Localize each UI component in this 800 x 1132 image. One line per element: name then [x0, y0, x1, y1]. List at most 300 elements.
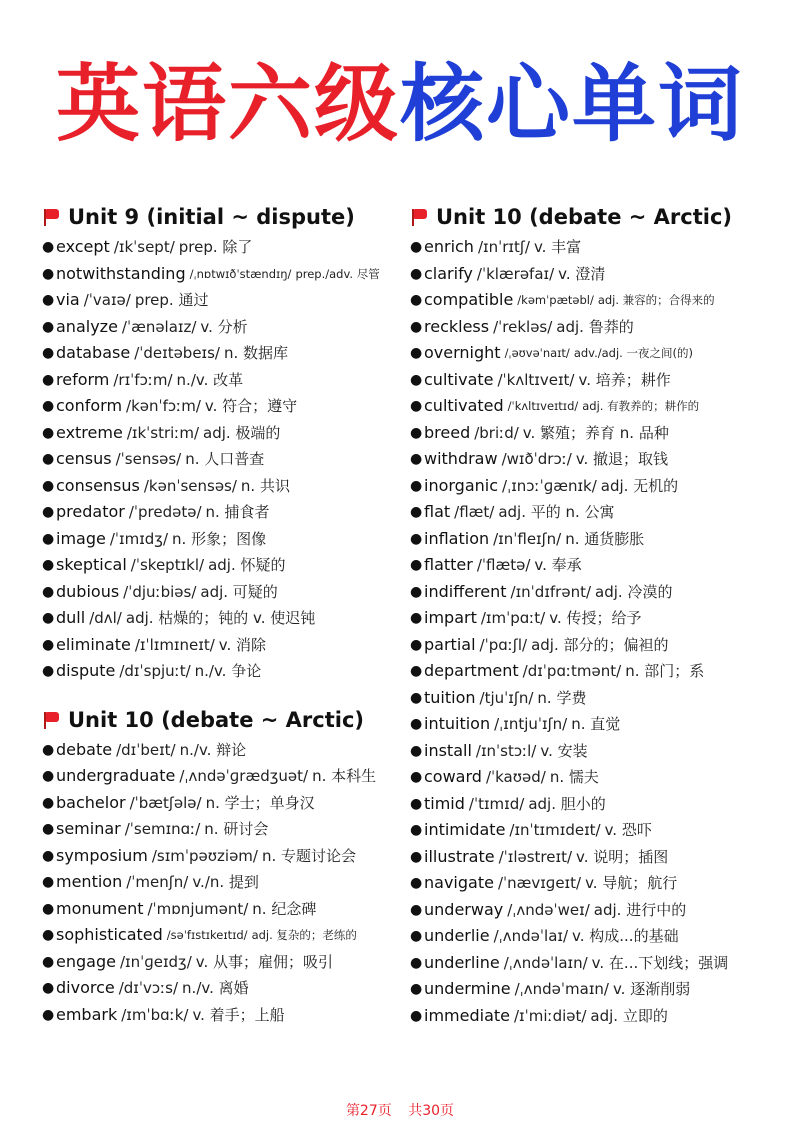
- vocab-item: [410, 234, 790, 261]
- vocab-item: [410, 976, 790, 1003]
- red-flag-icon: [410, 208, 428, 226]
- vocab-item: [410, 552, 790, 579]
- bullet-icon: ●: [42, 794, 55, 811]
- vocab-meaning: v. 撤退；取钱: [575, 450, 669, 468]
- vocab-meaning: v. 导航；航行: [585, 874, 678, 892]
- vocab-meaning: adj. 平的 n. 公寓: [498, 503, 615, 521]
- vocab-item: [410, 791, 790, 818]
- bullet-icon: ●: [410, 636, 423, 653]
- vocab-item: [410, 473, 790, 500]
- vocab-item: [42, 314, 402, 341]
- bullet-icon: ●: [410, 742, 423, 759]
- bullet-icon: ●: [410, 610, 423, 626]
- bullet-icon: ●: [410, 875, 423, 891]
- vocab-item: [410, 844, 790, 871]
- vocab-item: [410, 446, 790, 473]
- vocab-word: seminar: [56, 819, 121, 838]
- bullet-icon: ●: [410, 557, 423, 573]
- vocab-meaning: adj. 鲁莽的: [556, 317, 634, 336]
- vocab-phonetic: /ˈbætʃələ/: [129, 793, 202, 812]
- vocab-item: [42, 949, 402, 976]
- bullet-icon: ●: [410, 795, 423, 812]
- vocab-phonetic: /ɪnˈdɪfrənt/: [510, 582, 592, 601]
- vocab-meaning: prep./adv. 尽管: [295, 266, 380, 281]
- vocab-item: [410, 897, 790, 924]
- vocab-meaning: v. 分析: [200, 317, 248, 336]
- vocab-meaning: n. 学费: [537, 688, 587, 707]
- bullet-icon: ●: [42, 371, 55, 388]
- vocab-item: [410, 287, 790, 314]
- vocab-phonetic: /ɪkˈstriːm/: [126, 423, 199, 442]
- vocab-meaning: v. 符合；遵守: [204, 397, 298, 415]
- vocab-meaning: adj. 部分的；偏袒的: [531, 635, 669, 654]
- vocab-item: [42, 896, 402, 923]
- vocab-meaning: n./v. 争论: [194, 662, 262, 680]
- vocab-meaning: prep. 除了: [178, 238, 253, 256]
- vocab-item: [42, 843, 402, 870]
- bullet-icon: ●: [410, 954, 423, 971]
- vocab-meaning: adj. 可疑的: [200, 582, 278, 601]
- vocab-word: navigate: [424, 873, 494, 892]
- page-title: [0, 44, 800, 164]
- vocab-word: symposium: [56, 845, 148, 865]
- vocab-phonetic: /ˈskeptɪkl/: [130, 556, 205, 574]
- vocab-list: [42, 737, 402, 1029]
- vocab-meaning: adj. 复杂的；老练的: [251, 928, 357, 942]
- unit-heading: [410, 200, 790, 234]
- vocab-word: analyze: [56, 316, 118, 336]
- vocab-phonetic: /ˈɪmɪdʒ/: [109, 529, 169, 548]
- bullet-icon: ●: [410, 583, 423, 600]
- bullet-icon: ●: [42, 239, 55, 255]
- vocab-meaning: v. 恐吓: [604, 821, 652, 839]
- vocab-item: [410, 950, 790, 977]
- bullet-icon: ●: [410, 716, 423, 732]
- vocab-item: [410, 738, 790, 765]
- vocab-item: [410, 817, 790, 844]
- vocab-item: [410, 579, 790, 606]
- right-column: [410, 200, 790, 1029]
- vocab-item: [410, 340, 790, 367]
- vocab-word: skeptical: [56, 555, 127, 574]
- vocab-item: [42, 234, 402, 261]
- vocab-word: underway: [424, 899, 504, 919]
- vocab-phonetic: /ɪnˈfleɪʃn/: [493, 529, 562, 548]
- page-footer: [0, 1100, 800, 1120]
- bullet-icon: ●: [410, 292, 423, 308]
- vocab-meaning: v. 繁殖；养育 n. 品种: [522, 423, 669, 442]
- vocab-item: [42, 605, 402, 632]
- vocab-meaning: adj. 立即的: [590, 1006, 668, 1025]
- bullet-icon: ●: [410, 928, 423, 944]
- bullet-icon: ●: [42, 821, 55, 837]
- bullet-icon: ●: [42, 636, 55, 653]
- bullet-icon: ●: [410, 530, 423, 547]
- vocab-phonetic: /ˌɪnɔːˈɡænɪk/: [502, 476, 597, 495]
- vocab-word: conform: [56, 396, 123, 415]
- vocab-item: [42, 816, 402, 843]
- vocab-phonetic: /ɪnˈtɪmɪdeɪt/: [509, 821, 601, 839]
- unit-heading-text: Unit 9 (initial ~ dispute): [68, 205, 355, 229]
- bullet-icon: ●: [42, 583, 55, 600]
- bullet-icon: ●: [410, 848, 423, 865]
- vocab-item: [42, 473, 402, 500]
- vocab-item: [42, 420, 402, 447]
- vocab-item: [42, 975, 402, 1002]
- bullet-icon: ●: [42, 953, 55, 970]
- vocab-phonetic: /ɪkˈsept/: [113, 238, 175, 256]
- vocab-word: divorce: [56, 978, 115, 997]
- vocab-item: [410, 314, 790, 341]
- bullet-icon: ●: [410, 424, 423, 441]
- vocab-word: eliminate: [56, 634, 131, 654]
- vocab-phonetic: /ˌʌndəˈlaɪ/: [493, 927, 569, 945]
- vocab-list: [410, 234, 790, 1029]
- vocab-phonetic: /ˌəʊvəˈnaɪt/: [504, 346, 570, 360]
- vocab-phonetic: /ɪnˈstɔːl/: [475, 741, 537, 760]
- vocab-meaning: v. 说明；插图: [576, 847, 669, 866]
- vocab-list: [42, 234, 402, 685]
- vocab-word: clarify: [424, 263, 473, 283]
- vocab-phonetic: /briːd/: [474, 423, 519, 442]
- vocab-meaning: n. 捕食者: [205, 503, 270, 521]
- vocab-meaning: v. 澄清: [558, 264, 606, 283]
- vocab-item: [42, 579, 402, 606]
- vocab-phonetic: /wɪðˈdrɔː/: [501, 450, 572, 468]
- vocab-phonetic: /rɪˈfɔːm/: [113, 370, 173, 389]
- vocab-word: breed: [424, 422, 471, 442]
- vocab-item: [410, 685, 790, 712]
- vocab-word: inflation: [424, 528, 490, 548]
- bullet-icon: ●: [410, 663, 423, 679]
- bullet-icon: ●: [42, 741, 55, 758]
- vocab-phonetic: /dɪˈpɑːtmənt/: [522, 662, 622, 680]
- bullet-icon: ●: [410, 398, 423, 414]
- vocab-meaning: n. 部门；系: [625, 662, 705, 680]
- vocab-meaning: adj. 进行中的: [593, 900, 687, 919]
- vocab-item: [410, 870, 790, 897]
- bullet-icon: ●: [42, 557, 55, 573]
- vocab-phonetic: /ˌnɒtwɪðˈstændɪŋ/: [189, 266, 292, 281]
- vocab-meaning: n. 通货膨胀: [565, 529, 645, 548]
- bullet-icon: ●: [42, 530, 55, 547]
- vocab-phonetic: /ɪnˈrɪtʃ/: [477, 238, 530, 256]
- vocab-word: flat: [424, 502, 451, 521]
- bullet-icon: ●: [42, 292, 55, 308]
- vocab-meaning: v. 培养；耕作: [578, 370, 671, 389]
- vocab-item: [410, 499, 790, 526]
- vocab-phonetic: /ˌʌndəˈweɪ/: [507, 900, 590, 919]
- vocab-item: [410, 393, 790, 420]
- vocab-item: [42, 658, 402, 685]
- vocab-item: [410, 261, 790, 288]
- vocab-word: dull: [56, 608, 86, 627]
- vocab-meaning: v. 安装: [540, 741, 588, 760]
- vocab-phonetic: /ˈmɒnjumənt/: [147, 899, 249, 918]
- vocab-phonetic: /ˈænəlaɪz/: [121, 317, 197, 336]
- bullet-icon: ●: [410, 689, 423, 706]
- title-red-part: 英语六级: [55, 55, 400, 153]
- vocab-word: department: [424, 661, 519, 680]
- vocab-meaning: n. 直觉: [571, 715, 621, 733]
- vocab-meaning: adj. 无机的: [600, 476, 679, 495]
- vocab-phonetic: /ˈrekləs/: [493, 317, 553, 336]
- vocab-meaning: adv./adj. 一夜之间(的): [573, 346, 693, 360]
- bullet-icon: ●: [410, 345, 423, 361]
- red-flag-icon: [42, 208, 60, 226]
- vocab-meaning: adj. 胆小的: [528, 794, 606, 813]
- vocab-item: [410, 764, 790, 791]
- bullet-icon: ●: [42, 768, 55, 784]
- vocab-phonetic: /ɪnˈɡeɪdʒ/: [119, 952, 192, 971]
- vocab-item: [410, 367, 790, 394]
- vocab-item: [410, 711, 790, 738]
- vocab-meaning: v. 奉承: [534, 556, 582, 574]
- vocab-phonetic: /ˈsemɪnɑː/: [124, 820, 201, 838]
- vocab-meaning: prep. 通过: [134, 291, 209, 309]
- vocab-meaning: n./v. 辩论: [179, 740, 247, 759]
- vocab-phonetic: /kəmˈpætəbl/: [517, 293, 594, 307]
- vocab-phonetic: /ˌʌndəˈmaɪn/: [514, 980, 609, 998]
- vocab-phonetic: /ˈpredətə/: [128, 503, 202, 521]
- vocab-meaning: n. 人口普查: [185, 450, 265, 468]
- vocab-word: notwithstanding: [56, 263, 186, 283]
- vocab-word: bachelor: [56, 792, 126, 812]
- vocab-meaning: n. 本科生: [312, 767, 377, 785]
- vocab-word: partial: [424, 634, 476, 654]
- vocab-meaning: n. 学士；单身汉: [205, 793, 315, 812]
- vocab-word: debate: [56, 739, 113, 759]
- vocab-word: compatible: [424, 290, 514, 309]
- section-spacer: [42, 685, 402, 703]
- bullet-icon: ●: [410, 901, 423, 918]
- bullet-icon: ●: [42, 927, 55, 943]
- vocab-phonetic: /ˈdeɪtəbeɪs/: [134, 344, 220, 362]
- unit-heading-text: Unit 10 (debate ~ Arctic): [436, 205, 732, 229]
- vocab-item: [410, 923, 790, 950]
- bullet-icon: ●: [42, 847, 55, 864]
- bullet-icon: ●: [42, 663, 55, 679]
- vocab-word: consensus: [56, 475, 140, 495]
- vocab-word: install: [424, 740, 472, 760]
- vocab-word: undermine: [424, 979, 511, 998]
- vocab-word: timid: [424, 793, 465, 813]
- vocab-phonetic: /ɪmˈbɑːk/: [121, 1005, 189, 1024]
- vocab-word: coward: [424, 767, 482, 786]
- vocab-word: reform: [56, 369, 110, 389]
- vocab-item: [42, 790, 402, 817]
- page-number: 第27页: [345, 1103, 392, 1119]
- vocab-word: cultivated: [424, 396, 504, 415]
- vocab-item: [42, 446, 402, 473]
- vocab-meaning: v. 构成...的基础: [572, 927, 679, 945]
- vocab-word: enrich: [424, 237, 474, 256]
- vocab-phonetic: /ˈklærəfaɪ/: [476, 264, 555, 283]
- vocab-meaning: n. 纪念碑: [252, 899, 317, 918]
- vocab-meaning: n./v. 离婚: [182, 979, 249, 997]
- vocab-phonetic: /dɪˈspjuːt/: [119, 662, 191, 680]
- vocab-phonetic: /ˈmenʃn/: [126, 873, 189, 891]
- vocab-phonetic: /ˈkaʊəd/: [485, 768, 546, 786]
- vocab-word: mention: [56, 872, 123, 891]
- vocab-meaning: n./v. 改革: [176, 370, 244, 389]
- vocab-phonetic: /ˈɪləstreɪt/: [498, 847, 573, 866]
- vocab-word: underline: [424, 952, 500, 972]
- vocab-item: [42, 261, 402, 288]
- vocab-meaning: v. 逐渐削弱: [612, 980, 691, 998]
- vocab-word: undergraduate: [56, 766, 176, 785]
- vocab-item: [42, 737, 402, 764]
- vocab-word: dispute: [56, 661, 116, 680]
- vocab-phonetic: /kənˈsensəs/: [143, 476, 237, 495]
- vocab-item: [410, 526, 790, 553]
- vocab-phonetic: /kənˈfɔːm/: [126, 397, 201, 415]
- vocab-meaning: v. 从事；雇佣；吸引: [195, 952, 334, 971]
- bullet-icon: ●: [410, 477, 423, 494]
- vocab-word: sophisticated: [56, 925, 163, 944]
- bullet-icon: ●: [410, 1007, 423, 1024]
- vocab-item: [410, 658, 790, 685]
- title-blue-part: 核心单词: [400, 55, 745, 153]
- vocab-item: [42, 499, 402, 526]
- vocab-item: [410, 420, 790, 447]
- vocab-phonetic: /ˈnævɪɡeɪt/: [497, 874, 582, 892]
- vocab-word: via: [56, 290, 80, 309]
- vocab-item: [42, 1002, 402, 1029]
- vocab-word: except: [56, 237, 110, 256]
- vocab-word: immediate: [424, 1005, 510, 1025]
- vocab-meaning: v./n. 提到: [192, 873, 259, 891]
- vocab-item: [42, 340, 402, 367]
- vocab-word: indifferent: [424, 581, 507, 601]
- vocab-item: [42, 393, 402, 420]
- bullet-icon: ●: [42, 1006, 55, 1023]
- vocab-phonetic: /ɪˈmiːdiət/: [513, 1006, 587, 1025]
- bullet-icon: ●: [42, 398, 55, 414]
- vocab-word: inorganic: [424, 475, 499, 495]
- vocab-word: impart: [424, 608, 477, 627]
- vocab-phonetic: /səˈfɪstɪkeɪtɪd/: [166, 928, 248, 942]
- bullet-icon: ●: [42, 477, 55, 494]
- vocab-item: [42, 552, 402, 579]
- vocab-word: withdraw: [424, 449, 498, 468]
- vocab-phonetic: /ˈkʌltɪveɪtɪd/: [507, 399, 579, 413]
- unit-heading-text: Unit 10 (debate ~ Arctic): [68, 707, 364, 732]
- vocab-meaning: n. 研讨会: [204, 820, 269, 838]
- vocab-word: reckless: [424, 316, 490, 336]
- bullet-icon: ●: [42, 900, 55, 917]
- left-column: [42, 200, 402, 1028]
- vocab-meaning: v. 传授；给予: [549, 609, 642, 627]
- bullet-icon: ●: [42, 265, 55, 282]
- vocab-word: illustrate: [424, 846, 495, 866]
- vocab-word: cultivate: [424, 369, 494, 389]
- vocab-meaning: adj. 怀疑的: [208, 556, 286, 574]
- vocab-item: [42, 367, 402, 394]
- vocab-meaning: adj. 枯燥的；钝的 v. 使迟钝: [125, 609, 316, 627]
- unit-heading: [42, 703, 402, 737]
- vocab-phonetic: /ˌɪntjuˈɪʃn/: [494, 715, 568, 733]
- vocab-word: intimidate: [424, 820, 506, 839]
- vocab-item: [42, 922, 402, 949]
- vocab-phonetic: /sɪmˈpəʊziəm/: [151, 846, 258, 865]
- vocab-word: monument: [56, 898, 144, 918]
- vocab-word: underlie: [424, 926, 490, 945]
- bullet-icon: ●: [410, 239, 423, 255]
- vocab-meaning: v. 着手；上船: [192, 1005, 285, 1024]
- vocab-phonetic: /ˈsensəs/: [115, 450, 182, 468]
- vocab-phonetic: /dʌl/: [89, 609, 122, 627]
- bullet-icon: ●: [410, 822, 423, 838]
- vocab-item: [42, 526, 402, 553]
- bullet-icon: ●: [410, 371, 423, 388]
- vocab-item: [42, 869, 402, 896]
- vocab-meaning: adj. 冷漠的: [595, 582, 673, 601]
- bullet-icon: ●: [42, 874, 55, 890]
- vocab-phonetic: /ˈvaɪə/: [83, 291, 131, 309]
- vocab-phonetic: /ˈpɑːʃl/: [479, 635, 528, 654]
- vocab-phonetic: /ˈtɪmɪd/: [468, 794, 525, 813]
- vocab-item: [410, 1003, 790, 1030]
- vocab-word: tuition: [424, 687, 476, 707]
- bullet-icon: ●: [42, 345, 55, 361]
- vocab-item: [42, 763, 402, 790]
- vocab-word: overnight: [424, 343, 501, 362]
- vocab-phonetic: /ɪmˈpɑːt/: [480, 609, 546, 627]
- bullet-icon: ●: [42, 424, 55, 441]
- vocab-meaning: adj. 有教养的；耕作的: [582, 399, 700, 413]
- vocab-phonetic: /ˌʌndəˈlaɪn/: [503, 953, 588, 972]
- vocab-word: census: [56, 449, 112, 468]
- vocab-meaning: adj. 极端的: [203, 423, 281, 442]
- vocab-phonetic: /flæt/: [454, 503, 495, 521]
- bullet-icon: ●: [42, 318, 55, 335]
- vocab-word: intuition: [424, 714, 491, 733]
- vocab-phonetic: /ˈdjuːbiəs/: [123, 582, 197, 601]
- bullet-icon: ●: [410, 504, 423, 520]
- page-total: 共30页: [408, 1103, 455, 1119]
- bullet-icon: ●: [410, 769, 423, 785]
- vocab-phonetic: /dɪˈbeɪt/: [116, 740, 176, 759]
- vocab-meaning: n. 共识: [240, 476, 290, 495]
- vocab-phonetic: /ˌʌndəˈɡrædʒuət/: [179, 767, 309, 785]
- vocab-meaning: v. 在...下划线；强调: [591, 953, 729, 972]
- vocab-meaning: n. 数据库: [224, 344, 289, 362]
- vocab-meaning: n. 形象；图像: [172, 529, 267, 548]
- vocab-meaning: v. 消除: [218, 635, 266, 654]
- vocab-word: flatter: [424, 555, 473, 574]
- bullet-icon: ●: [42, 980, 55, 996]
- vocab-phonetic: /ɪˈlɪmɪneɪt/: [134, 635, 215, 654]
- vocab-item: [42, 287, 402, 314]
- vocab-word: engage: [56, 951, 116, 971]
- vocab-item: [410, 605, 790, 632]
- vocab-phonetic: /ˈflætə/: [476, 556, 531, 574]
- bullet-icon: ●: [410, 451, 423, 467]
- vocab-word: embark: [56, 1004, 118, 1024]
- vocab-phonetic: /ˈkʌltɪveɪt/: [497, 370, 575, 389]
- vocab-meaning: v. 丰富: [533, 238, 582, 256]
- vocab-word: dubious: [56, 581, 120, 601]
- vocab-word: extreme: [56, 422, 123, 442]
- vocab-item: [410, 632, 790, 659]
- unit-heading: [42, 200, 402, 234]
- bullet-icon: ●: [410, 981, 423, 997]
- bullet-icon: ●: [410, 318, 423, 335]
- bullet-icon: ●: [42, 504, 55, 520]
- red-flag-icon: [42, 711, 60, 729]
- vocab-word: database: [56, 343, 131, 362]
